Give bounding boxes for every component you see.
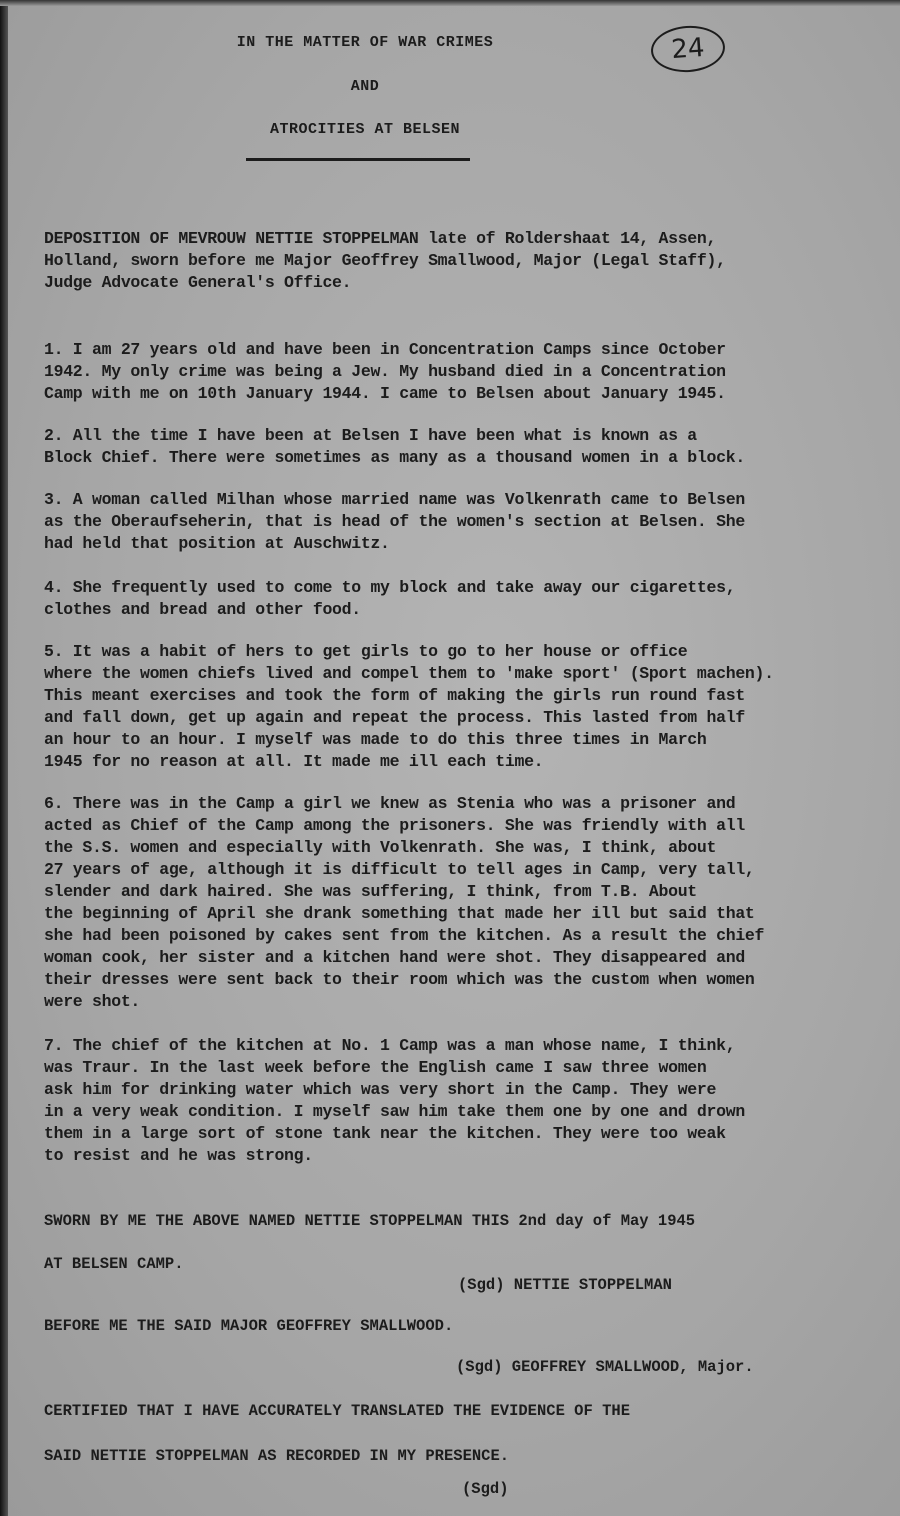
heading-line-2: AND [350,78,380,95]
before-officer: BEFORE ME THE SAID MAJOR GEOFFREY SMALLWOOD. [44,1317,454,1335]
deponent-signature: (Sgd) NETTIE STOPPELMAN [458,1276,672,1294]
translator-signature: (Sgd) [462,1480,509,1498]
paragraph-6: 6. There was in the Camp a girl we knew as Stenia who was a prisoner and acted as Chief of the Camp among the prisoners. She was friendly with all the S.S. women and especially with Volkenrath. She was, I think, about 27 years of age, although it is difficult to tell ages in Camp, very tall, slender and dark haired. She was suffering, I think, from T.B. About the beginning of April she drank something that made her ill but said that she had been poisoned by cakes sent from the kitchen. As a result the chief woman cook, her sister and a kitchen hand were shot. They disappeared and their dresses were sent back to their room which was the custom when women were shot. [44,794,765,1011]
officer-signature: (Sgd) GEOFFREY SMALLWOOD, Major. [456,1358,754,1376]
paragraph-5: 5. It was a habit of hers to get girls to go to her house or office where the women chiefs lived and compel them to 'make sport' (Sport machen). This meant exercises and took the form of making the girls run round fast and fall down, get up again and repeat the process. This lasted from half an hour to an hour. I myself was made to do this three times in March 1945 for no reason at all. It made me ill each time. [44,642,774,771]
paragraph-7: 7. The chief of the kitchen at No. 1 Camp was a man whose name, I think, was Traur. In the last week before the English came I saw three women ask him for drinking water which was very short in the Camp. They were in a very weak condition. I myself saw him take them one by one and drown them in a large sort of stone tank near the kitchen. They were too weak to resist and he was strong. [44,1036,745,1165]
certification-line-2: SAID NETTIE STOPPELMAN AS RECORDED IN MY PRESENCE. [44,1447,510,1465]
heading-line-3: ATROCITIES AT BELSEN [269,121,461,138]
scan-edge-left [0,0,8,1516]
paragraph-2: 2. All the time I have been at Belsen I have been what is known as a Block Chief. There were sometimes as many as a thousand women in a block. [44,426,745,467]
paragraph-4: 4. She frequently used to come to my block and take away our cigarettes, clothes and bread and other food. [44,578,736,619]
heading-line-1: IN THE MATTER OF WAR CRIMES [236,34,494,51]
sworn-statement: SWORN BY ME THE ABOVE NAMED NETTIE STOPPELMAN THIS 2nd day of May 1945 [44,1212,696,1230]
scan-edge-top [0,0,900,6]
deposition-intro: DEPOSITION OF MEVROUW NETTIE STOPPELMAN late of Roldershaat 14, Assen, Holland, sworn before me Major Geoffrey Smallwood, Major (Legal Staff), Judge Advocate General's Office. [44,229,726,292]
heading-underline [246,158,470,161]
certification-line-1: CERTIFIED THAT I HAVE ACCURATELY TRANSLATED THE EVIDENCE OF THE [44,1402,630,1420]
sworn-place: AT BELSEN CAMP. [44,1255,184,1273]
page-number-circled: 24 [649,23,726,74]
paragraph-3: 3. A woman called Milhan whose married name was Volkenrath came to Belsen as the Oberaufseherin, that is head of the women's section at Belsen. She had held that position at Auschwitz. [44,490,745,553]
paragraph-1: 1. I am 27 years old and have been in Concentration Camps since October 1942. My only crime was being a Jew. My husband died in a Concentration Camp with me on 10th January 1944. I came to Belsen about January 1945. [44,340,726,403]
